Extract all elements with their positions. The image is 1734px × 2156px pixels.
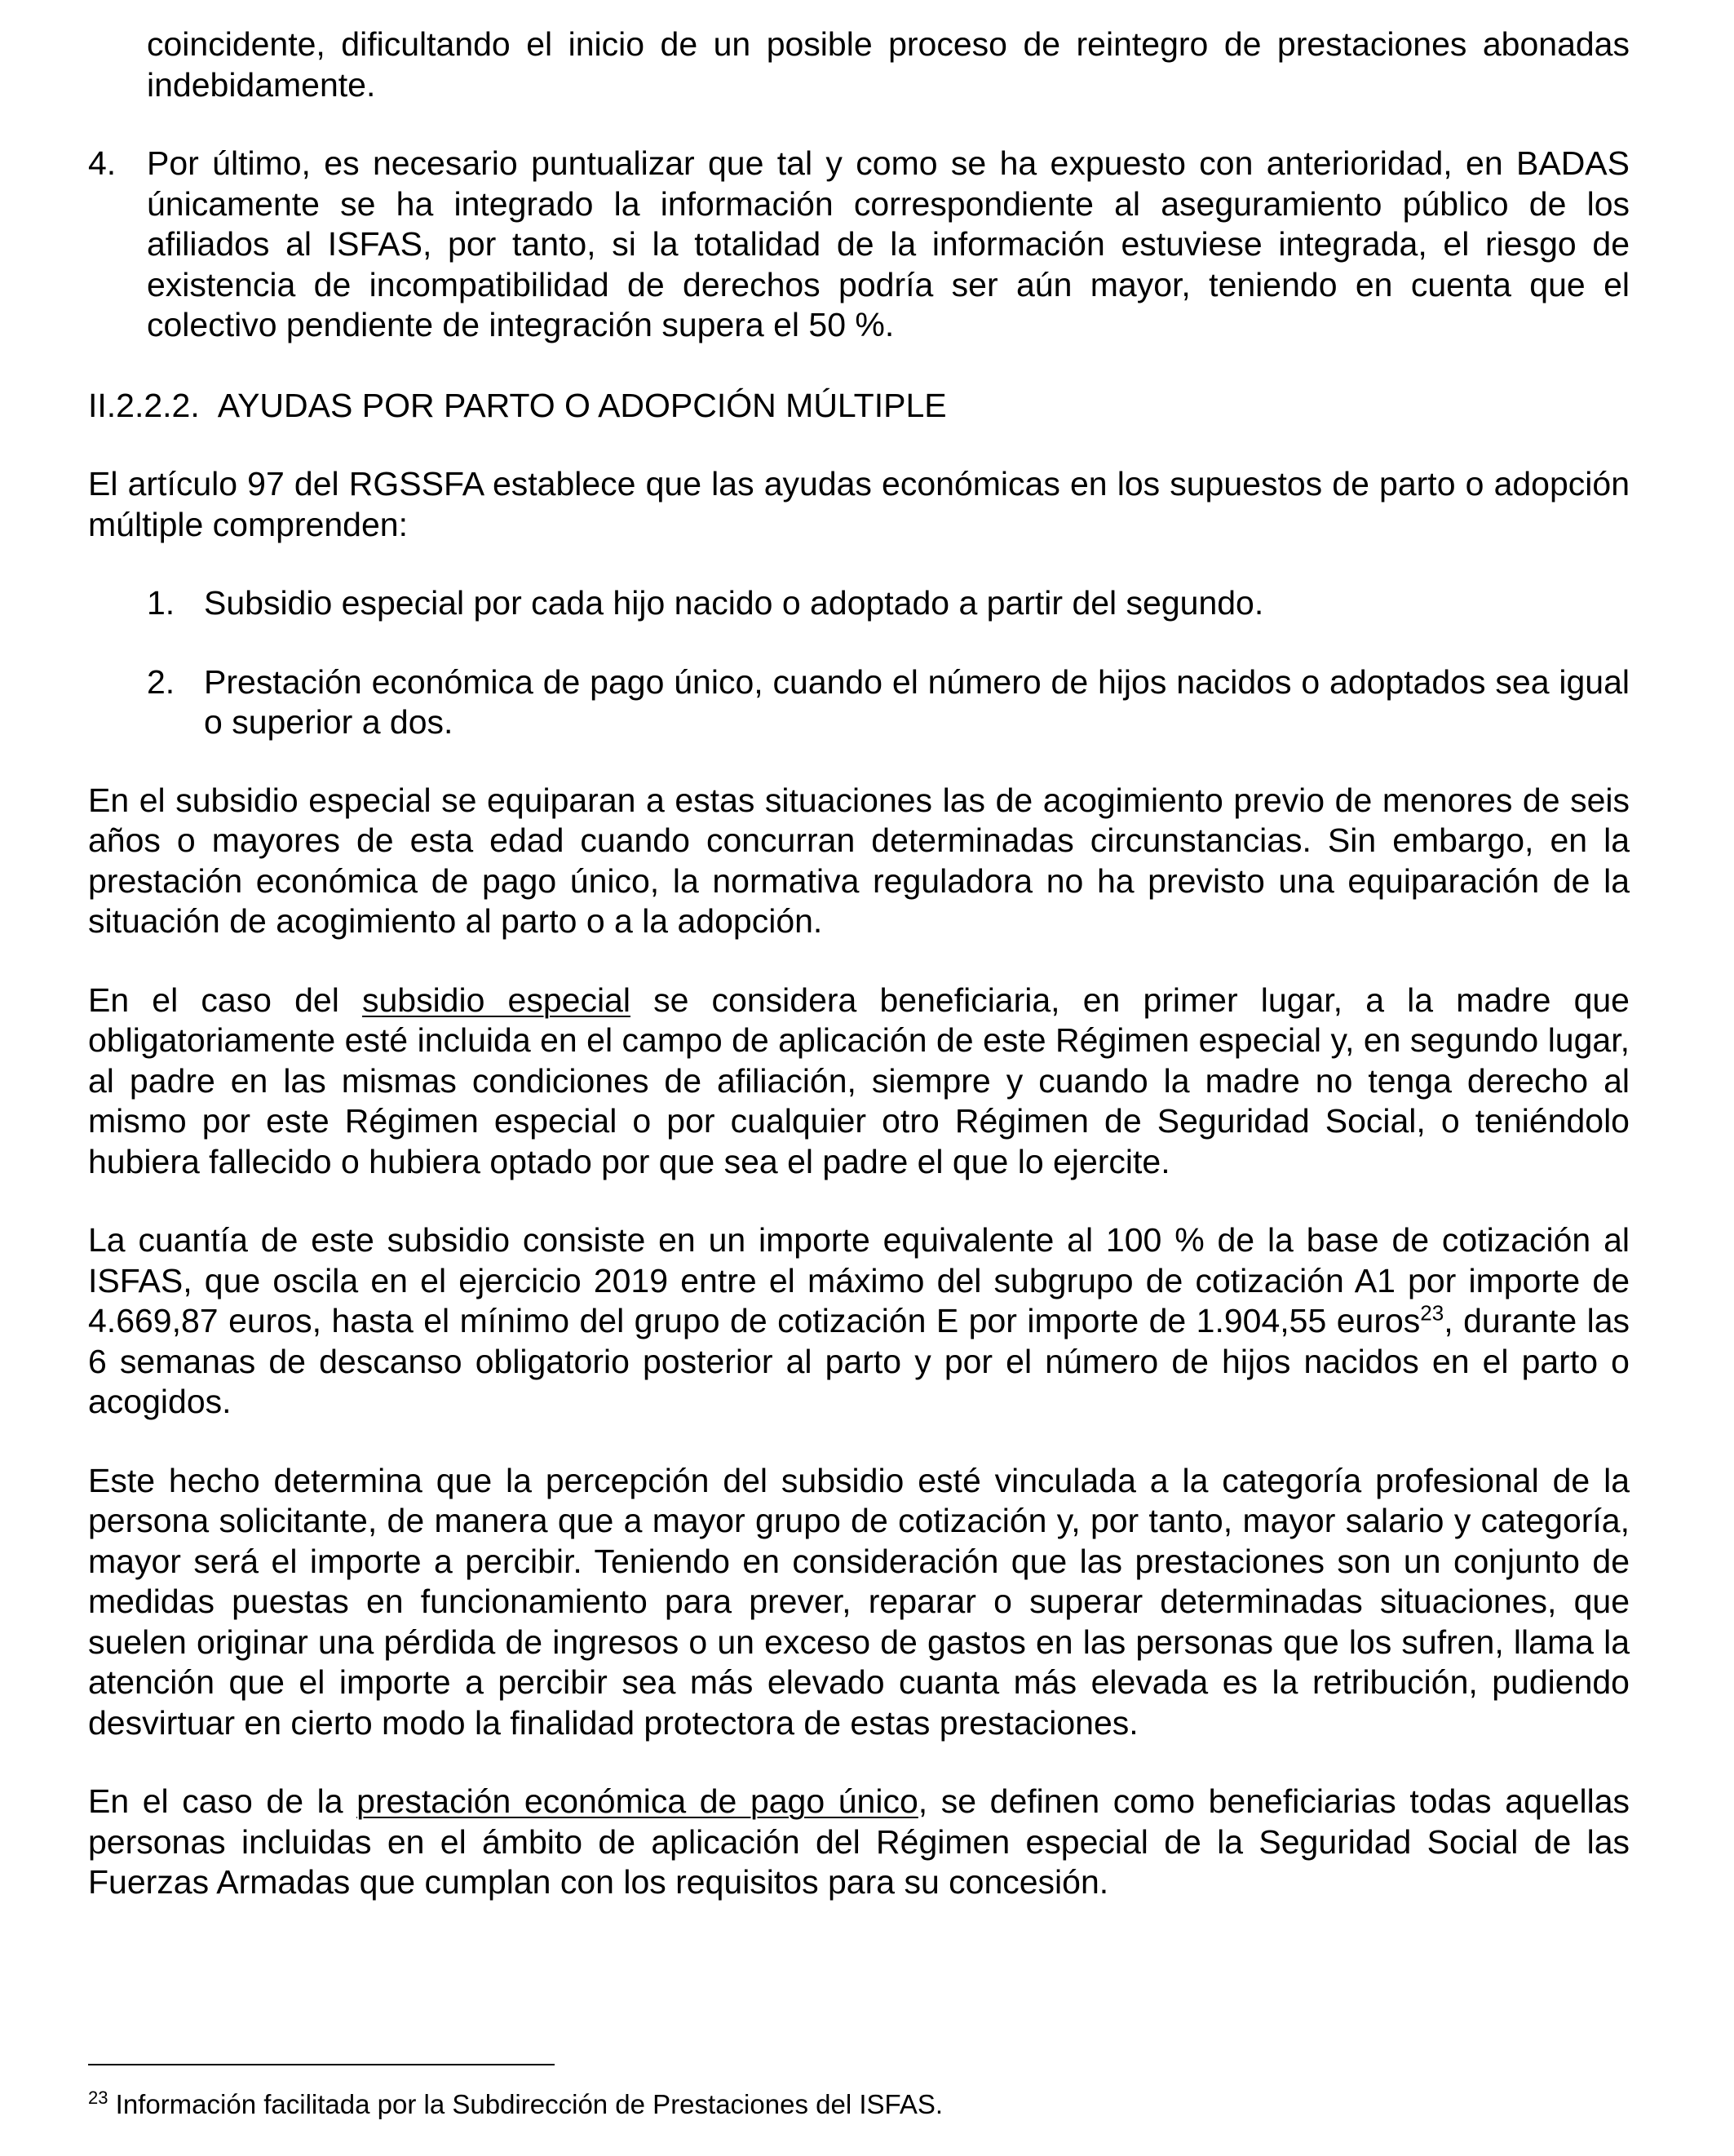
footnote-reference[interactable]: 23 bbox=[1420, 1300, 1444, 1326]
section-number: II.2.2.2. bbox=[88, 386, 200, 424]
document-page bbox=[88, 24, 1630, 1941]
footnote-separator bbox=[88, 2064, 555, 2065]
text-run: En el caso de la bbox=[88, 1782, 357, 1820]
list-text: Subsidio especial por cada hijo nacido o adoptado a partir del segundo. bbox=[204, 584, 1264, 622]
list-item-2 bbox=[147, 662, 1630, 743]
text-run: , se definen como beneficiarias todas aquellas personas incluidas en el ámbito de aplicación del Régimen especial de la Seguridad Social de las Fuerzas Armadas que cumplan con los requisitos para su concesión. bbox=[88, 1782, 1630, 1901]
underlined-term: prestación económica de pago único bbox=[356, 1782, 918, 1820]
text-run: , durante las 6 semanas de descanso obligatorio posterior al parto y por el número de hijos nacidos en el parto o acogidos. bbox=[88, 1302, 1630, 1420]
section-heading bbox=[88, 386, 1630, 427]
list-number: 1. bbox=[147, 584, 175, 622]
text-run: En el caso del bbox=[88, 981, 362, 1019]
continuation-paragraph: coincidente, dificultando el inicio de un posible proceso de reintegro de prestaciones abonadas indebidamente. bbox=[147, 25, 1630, 104]
footnote-number: 23 bbox=[88, 2087, 108, 2108]
list-number: 4. bbox=[88, 144, 117, 182]
cuantia-paragraph bbox=[88, 1220, 1630, 1423]
text-run: La cuantía de este subsidio consiste en un importe equivalente al 100 % de la base de cotización al ISFAS, que oscila en el ejercicio 2019 entre el máximo del subgrupo de cotización A1 por importe de 4.669,87 euros, hasta el mínimo del grupo de cotización E por importe de 1.904,55 euros bbox=[88, 1221, 1630, 1339]
intro-paragraph: El artículo 97 del RGSSFA establece que las ayudas económicas en los supuestos de parto o adopción múltiple comprenden: bbox=[88, 465, 1630, 543]
list-text: Prestación económica de pago único, cuando el número de hijos nacidos o adoptados sea igual o superior a dos. bbox=[204, 662, 1630, 741]
list-number: 2. bbox=[147, 662, 175, 701]
equiparacion-paragraph: En el subsidio especial se equiparan a estas situaciones las de acogimiento previo de menores de seis años o mayores de esta edad cuando concurran determinadas circunstancias. Sin embargo, en la prestación económica de pago único, la normativa reguladora no ha previsto una equiparación de la situación de acogimiento al parto o a la adopción. bbox=[88, 781, 1630, 940]
pago-unico-paragraph bbox=[88, 1782, 1630, 1903]
list-item-1 bbox=[147, 583, 1630, 624]
text-run: se considera beneficiaria, en primer lugar, a la madre que obligatoriamente esté incluida en el campo de aplicación de este Régimen especial y, en segundo lugar, al padre en las mismas condiciones de afiliación, siempre y cuando la madre no tenga derecho al mismo por este Régimen especial o por cualquier otro Régimen de Seguridad Social, o teniéndolo hubiera fallecido o hubiera optado por que sea el padre el que lo ejercite. bbox=[88, 981, 1630, 1180]
section-title: AYUDAS POR PARTO O ADOPCIÓN MÚLTIPLE bbox=[217, 386, 947, 424]
footnote bbox=[88, 2088, 943, 2121]
list-item-4 bbox=[88, 144, 1630, 346]
list-text: Por último, es necesario puntualizar que tal y como se ha expuesto con anterioridad, en BADAS únicamente se ha integrado la información correspondiente al aseguramiento público de los afiliados al ISFAS, por tanto, si la totalidad de la información estuviese integrada, el riesgo de existencia de incompatibilidad de derechos podría ser aún mayor, teniendo en cuenta que el colectivo pendiente de integración supera el 50 %. bbox=[147, 144, 1630, 343]
underlined-term: subsidio especial bbox=[361, 981, 630, 1019]
hecho-paragraph: Este hecho determina que la percepción del subsidio esté vinculada a la categoría profesional de la persona solicitante, de manera que a mayor grupo de cotización y, por tanto, mayor salario y categoría, mayor será el importe a percibir. Teniendo en consideración que las prestaciones son un conjunto de medidas puestas en funcionamiento para prever, reparar o superar determinadas situaciones, que suelen originar una pérdida de ingresos o un exceso de gastos en las personas que los sufren, llama la atención que el importe a percibir sea más elevado cuanta más elevada es la retribución, pudiendo desvirtuar en cierto modo la finalidad protectora de estas prestaciones. bbox=[88, 1461, 1630, 1742]
footnote-text: Información facilitada por la Subdirección de Prestaciones del ISFAS. bbox=[108, 2089, 944, 2119]
subsidio-paragraph bbox=[88, 981, 1630, 1183]
